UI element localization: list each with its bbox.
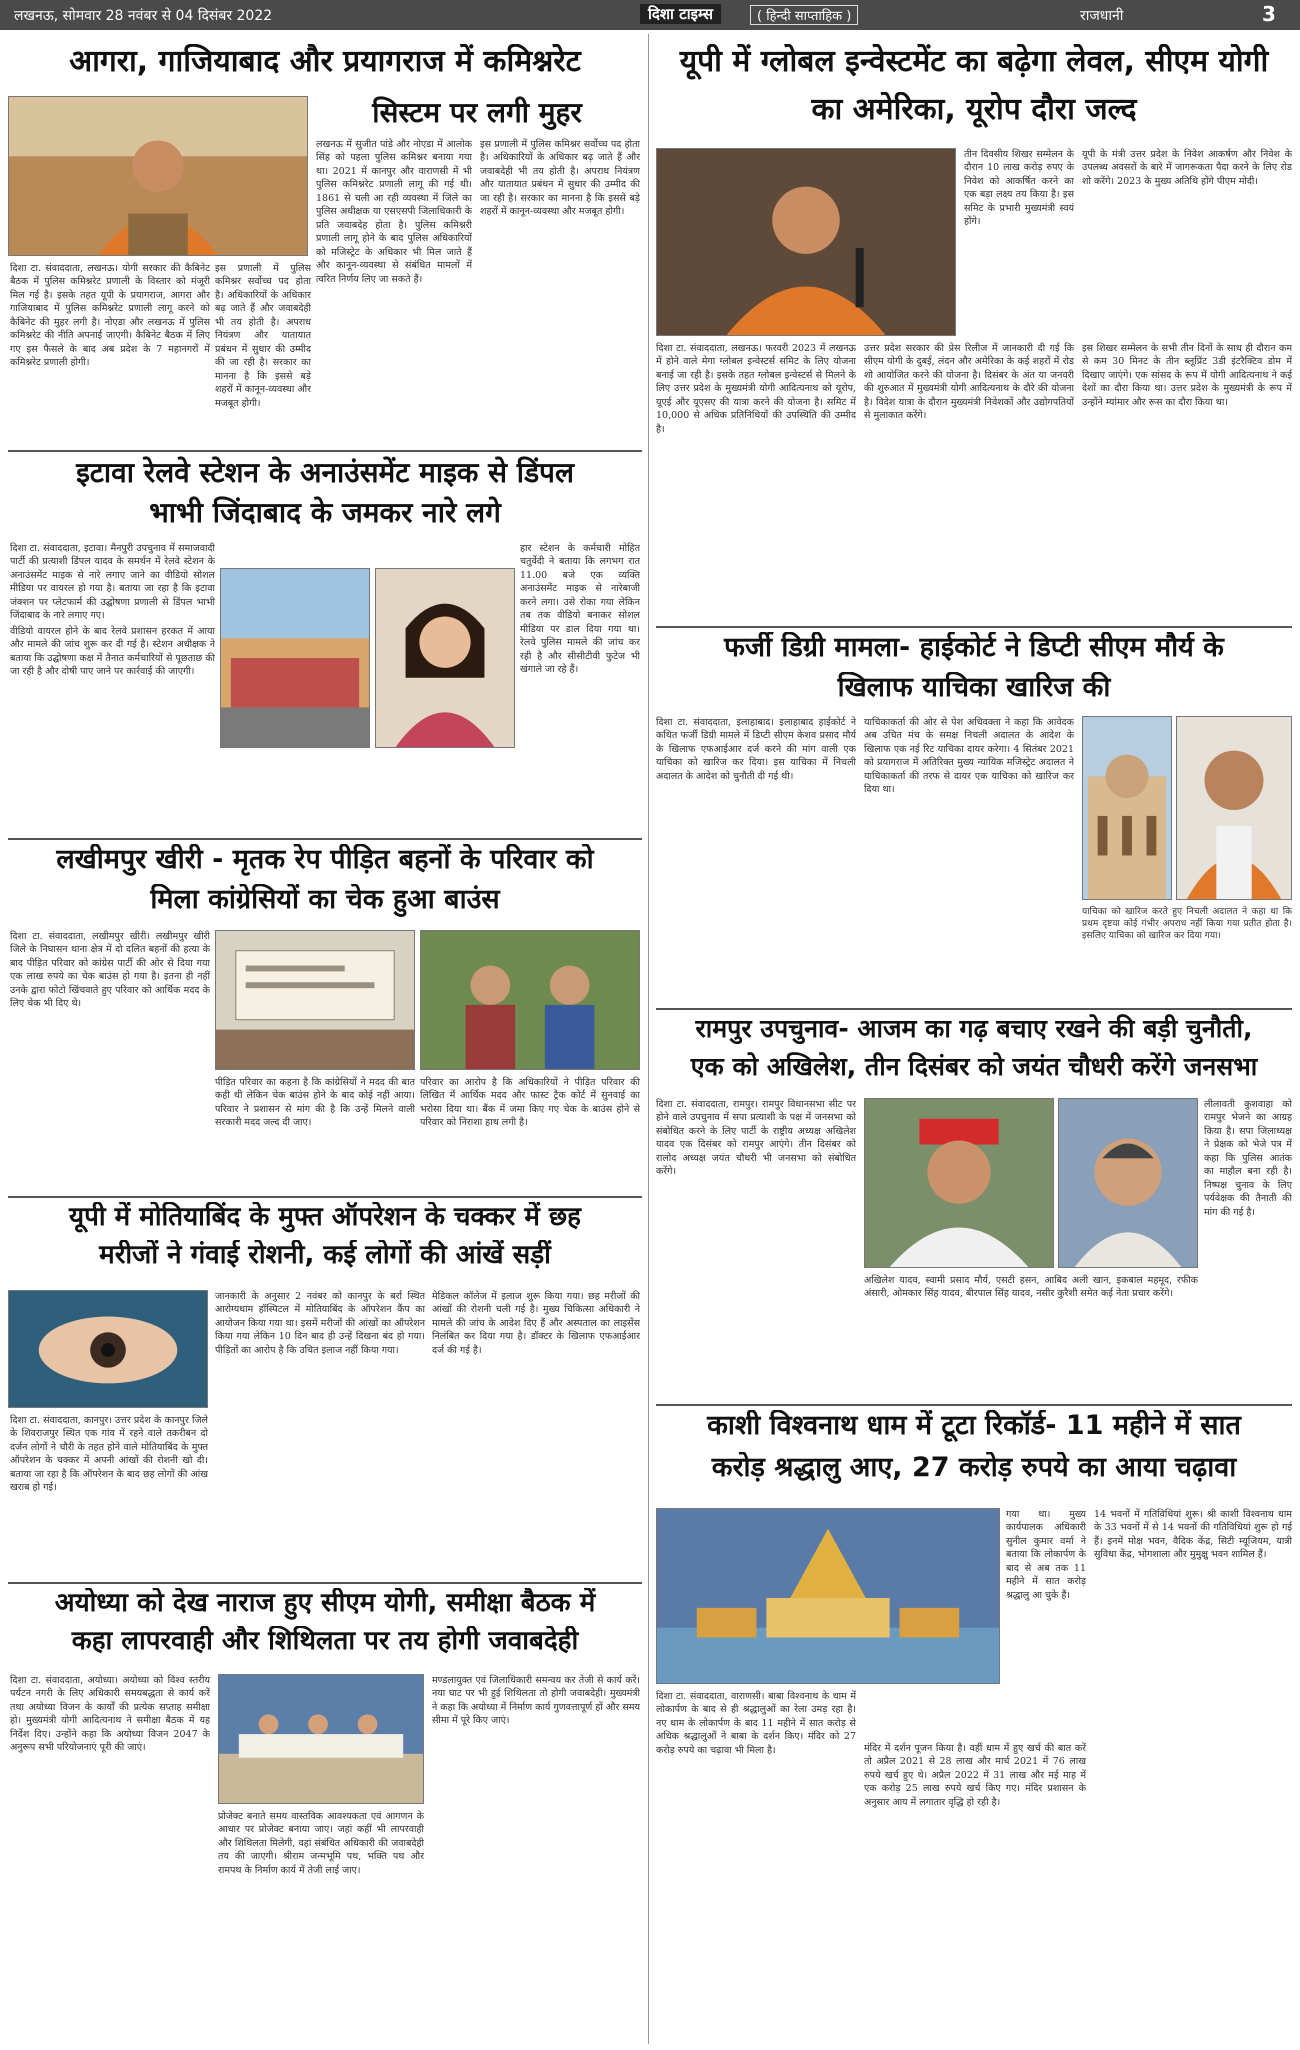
investment-headline-1: यूपी में ग्लोबल इन्वेस्टमेंट का बढ़ेगा लेवल, सीएम योगी [679,44,1269,79]
azam-khan-photo [1058,1098,1198,1268]
rule-4 [8,1582,642,1584]
rampur-p2: अखिलेश यादव, स्वामी प्रसाद मौर्य, एसटी हसन, आबिद अली खान, इकबाल महमूद, रफीक अंसारी, ओमकार सिंह यादव, बीरपाल सिंह यादव, नसीर कुरैशी समेत कई नेता प्रचार करेंगे। [864,1275,1198,1300]
rampur-headline-2: एक को अखिलेश, तीन दिसंबर को जयंत चौधरी करेंगे जनसभा [690,1052,1258,1081]
rampur-body-col1 [656,1098,856,1398]
cataract-headline-2: मरीजों ने गंवाई रोशनी, कई लोगों की आंखें सड़ीं [99,1240,551,1270]
ayodhya-p2: प्रोजेक्ट बनाते समय वास्तविक आवश्यकता एवं आगणन के आधार पर प्रोजेक्ट बनाया जाए। जहां कहीं भी लापरवाही और शिथिलता मिलेगी, वहां संबंधित अधिकारी की जवाबदेही तय की जाएगी। श्रीराम जन्मभूमि पथ, भक्ति पथ और रामपथ के निर्माण कार्य में तेजी लाई जाए। [218,1811,424,1876]
kashi-p1: दिशा टा. संवाददाता, वाराणसी। बाबा विश्वनाथ के धाम में लोकार्पण के बाद से ही श्रद्धालुओं का रेला उमड़ रहा है। नए धाम के लोकार्पण के बाद 11 महीने में सात करोड़ से अधिक श्रद्धालुओं ने बाबा के दर्शन किए। मंदिर को 27 करोड़ रुपये का चढ़ावा भी मिला है। [656,1691,856,1756]
investment-body-col2b [864,342,1074,620]
masthead-section: राजधानी [1080,8,1124,24]
investment-p2: यूपी के मंत्री उत्तर प्रदेश के निवेश आकर्षण और निवेश के उपलब्ध अवसरों के बारे में जागरूकता पैदा करने के लिए रोड शो करेंगे। 2023 के मुख्य अतिथि होंगे पीएम मोदी। [1082,149,1292,187]
fake-degree-caption: याचिका को खारिज करते हुए निचली अदालत ने कहा था कि प्रथम दृष्टया कोई गंभीर अपराध नहीं किया गया प्रतीत होता है। इसलिए याचिका को खारिज कर दिया गया। [1082,907,1292,942]
cataract-p2: जानकारी के अनुसार 2 नवंबर को कानपुर के बर्रा स्थित आरोग्यधाम हॉस्पिटल में मोतियाबिंद के ऑपरेशन कैंप का आयोजन किया गया था। इसमें मरीजों की आंखों का ऑपरेशन किया गया लेकिन 10 दिन बाद ही उन्हें दिखना बंद हो गया। पीड़ितों का आरोप है कि उचित इलाज नहीं किया गया। [215,1291,425,1356]
investment-body-col3b [1082,342,1292,620]
rampur-headline-1: रामपुर उपचुनाव- आजम का गढ़ बचाए रखने की बड़ी चुनौती, [695,1014,1253,1043]
investment-p3: दिशा टा. संवाददाता, लखनऊ। फरवरी 2023 में लखनऊ में होने वाले मेगा ग्लोबल इन्वेस्टर्स समिट के लिए योजना बनाई जा रही है। इसके तहत ग्लोबल इन्वेस्टर्स से मिलने के लिए उत्तर प्रदेश के मुख्यमंत्री योगी आदित्यनाथ को यूरोप, यूएई और यूएसए की यात्रा करने की योजना है। समिट में 10,000 से अधिक प्रतिनिधियों की उपस्थिति की उम्मीद है। [656,343,856,435]
kashi-body-col2 [1006,1508,1086,1738]
masthead-paper-name: दिशा टाइम्स [640,4,721,24]
etawah-body-col1 [10,542,215,832]
page-number: 3 [1262,2,1276,26]
investment-p5: इस शिखर सम्मेलन के सभी तीन दिनों के साथ ही दौरान कम से कम 30 मिनट के तीन ब्लूप्रिंट 3डी इंटरैक्टिव डोम में दिखाए जाएंगे। एक सांसद के रूप में योगी आदित्यनाथ ने कई देशों का दौरा किया था। उत्तर प्रदेश के मुख्यमंत्री के रूप में उन्होंने म्यांमार और रूस का दौरा किया था। [1082,343,1292,408]
investment-p4: उत्तर प्रदेश सरकार की प्रेस रिलीज में जानकारी दी गई कि सीएम योगी के दुबई, लंदन और अमेरिका के कई शहरों में रोड शो आयोजित करने की योजना है। दिसंबर के अंत या जनवरी की शुरुआत में मुख्यमंत्री योगी आदित्यनाथ के दौरे की योजना है। विदेश यात्रा के दौरान मुख्यमंत्री निवेशकों और उद्योगपतियों से मुलाकात करेंगे। [864,343,1074,422]
kashi-headline-1: काशी विश्वनाथ धाम में टूटा रिकॉर्ड- 11 महीने में सात [707,1410,1241,1441]
masthead-bar [0,0,1300,30]
lakhimpur-body-col1 [10,930,210,1190]
cataract-p1: दिशा टा. संवाददाता, कानपुर। उत्तर प्रदेश के कानपुर जिले के शिवराजपुर स्थित एक गांव में रहने वाले तकरीबन दो दर्जन लोगों ने चौरी के तहत होने वाले मोतियाबिंद के मुफ्त ऑपरेशन के चक्कर में अपनी आंखों की रोशनी खो दी। बताया जा रहा है कि ऑपरेशन के बाद छह लोगों की आंख खराब हो गई। [10,1415,208,1494]
rampur-p1: दिशा टा. संवाददाता, रामपुर। रामपुर विधानसभा सीट पर होने वाले उपचुनाव में सपा प्रत्याशी के पक्ष में जनसभा को संबोधित करने के लिए पार्टी के राष्ट्रीय अध्यक्ष अखिलेश यादव एक दिसंबर को रामपुर आएंगे। तीन दिसंबर को रालोद अध्यक्ष जयंत चौधरी भी जनसभा को संबोधित करेंगे। [656,1099,856,1178]
lakhimpur-p1: दिशा टा. संवाददाता, लखीमपुर खीरी। लखीमपुर खीरी जिले के निघासन थाना क्षेत्र में दो दलित बहनों की हत्या के बाद पीड़ित परिवार को कांग्रेस पार्टी की ओर से दिया गया एक लाख रुपये का चेक बाउंस हो गया है। इतना ही नहीं उनके द्वारा फोटो खिंचवाते हुए परिवार को आर्थिक मदद के लिए चेक भी दिए थे। [10,931,210,1010]
cataract-body-col2 [215,1290,425,1576]
etawah-p2: वीडियो वायरल होने के बाद रेलवे प्रशासन हरकत में आया और मामले की जांच शुरू कर दी गई है। स्टेशन अधीक्षक ने बताया कि उद्घोषणा कक्ष में तैनात कर्मचारियों से पूछताछ की जा रही है और दोषी पाए जाने पर कार्रवाई की जाएगी। [10,625,215,678]
etawah-p1: दिशा टा. संवाददाता, इटावा। मैनपुरी उपचुनाव में समाजवादी पार्टी की प्रत्याशी डिंपल यादव के समर्थन में रेलवे स्टेशन के अनाउंसमेंट माइक से नारे लगाए जाने का वीडियो सोशल मीडिया पर वायरल हो गया है। बताया जा रहा है कि इटावा जंक्शन पर प्लेटफार्म की उद्घोषणा प्रणाली से डिंपल भाभी जिंदाबाद के नारे लगाए गए। [10,543,215,622]
kashi-vishwanath-photo [656,1508,1000,1684]
etawah-body-col3 [520,542,640,832]
rampur-body-col2 [864,1274,1198,1398]
fake-degree-p1: दिशा टा. संवाददाता, इलाहाबाद। इलाहाबाद हाईकोर्ट ने कथित फर्जी डिग्री मामले में डिप्टी सीएम केशव प्रसाद मौर्य के खिलाफ एफआईआर दर्ज करने की मांग वाली एक याचिका को खारिज कर दिया। इस याचिका में निचली अदालत के आदेश को चुनौती दी गई थी। [656,717,856,782]
commissionerate-p1-cont: इस प्रणाली में पुलिस कमिश्नर सर्वोच्च पद होता है। अधिकारियों के अधिकार बढ़ जाते हैं और जवाबदेही भी तय होती है। अपराध नियंत्रण और यातायात प्रबंधन में सुधार की उम्मीद की जा रही है। सरकार का मानना है कि इससे बड़े शहरों में कानून-व्यवस्था और मजबूत होगी। [215,263,311,409]
cataract-p3: मेडिकल कॉलेज में इलाज शुरू किया गया। छह मरीजों की आंखों की रोशनी चली गई है। मुख्य चिकित्सा अधिकारी ने मामले की जांच के आदेश दिए हैं और अस्पताल का लाइसेंस निलंबित कर दिया गया है। डॉक्टर के खिलाफ एफआईआर दर्ज की गई है। [432,1291,640,1356]
investment-body-col1 [656,342,856,620]
cataract-headline-1: यूपी में मोतियाबिंद के मुफ्त ऑपरेशन के चक्कर में छह [69,1202,581,1232]
commissionerate-p2: लखनऊ में सुजीत पांडे और नोएडा में आलोक सिंह को पहला पुलिस कमिश्नर बनाया गया था। 2021 में कानपुर और वाराणसी में भी पुलिस कमिश्नरेट प्रणाली लागू की गई थी। 1861 से चली आ रही व्यवस्था में जिले का पुलिस अधीक्षक या एसएसपी जिलाधिकारी के प्रति जवाबदेह होता है। पुलिस कमिश्नरी प्रणाली लागू होने के बाद पुलिस अधिकारियों को मजिस्ट्रेट के अधिकार भी मिल जाते हैं और कानून-व्यवस्था से संबंधित मामलों में त्वरित निर्णय लिए जा सकते हैं। [316,139,472,285]
etawah-station-photo [220,568,370,748]
commissionerate-headline-1: आगरा, गाजियाबाद और प्रयागराज में कमिश्नरेट [69,44,581,79]
investment-headline-2: का अमेरिका, यूरोप दौरा जल्द [811,92,1137,127]
cataract-body-col1 [10,1414,208,1576]
lakhimpur-headline-1: लखीमपुर खीरी - मृतक रेप पीड़ित बहनों के परिवार को [56,844,594,875]
fake-degree-headline-1: फर्जी डिग्री मामला- हाईकोर्ट ने डिप्टी सीएम मौर्य के [724,632,1224,663]
kashi-p2: मंदिर में दर्शन पूजन किया है। वहीं धाम में हुए खर्च की बात करें तो अप्रैल 2021 से 28 लाख और मार्च 2021 में 76 लाख रुपये खर्च हुए थे। अप्रैल 2022 में 31 लाख और मई माह में एक करोड़ 25 लाख रुपये खर्च किए गए। मंदिर प्रशासन के अनुसार आय में लगातार वृद्धि हो रही है। [864,1743,1086,1808]
ayodhya-p3: मण्डलायुक्त एवं जिलाधिकारी समन्वय कर तेजी से कार्य करें। नया घाट पर भी हुई शिथिलता तो होगी जवाबदेही। मुख्यमंत्री ने कहा कि अयोध्या में निर्माण कार्य गुणवत्तापूर्ण हों और समय सीमा में पूरे किए जाएं। [432,1675,640,1727]
kashi-body-col1b [864,1742,1086,2044]
commissionerate-body-col1b [215,262,311,442]
investment-body-col3 [1082,148,1292,336]
ayodhya-headline-2: कहा लापरवाही और शिथिलता पर तय होगी जवाबदेही [71,1626,579,1656]
lakhimpur-family-photo [420,930,640,1070]
etawah-headline-2: भाभी जिंदाबाद के जमकर नारे लगे [149,496,501,529]
commissionerate-p3: इस प्रणाली में पुलिस कमिश्नर सर्वोच्च पद होता है। अधिकारियों के अधिकार बढ़ जाते हैं और जवाबदेही भी तय होती है। अपराध नियंत्रण और यातायात प्रबंधन में सुधार की उम्मीद की जा रही है। सरकार का मानना है कि इससे बड़े शहरों में कानून-व्यवस्था और मजबूत होगी। [480,139,640,218]
rule-1 [8,450,642,452]
rule-5 [656,626,1292,628]
akhilesh-photo [864,1098,1054,1268]
rule-2 [8,838,642,840]
dimple-yadav-photo [375,568,515,748]
yogi-investment-photo [656,148,956,336]
lakhimpur-p2: परिवार का आरोप है कि अधिकारियों ने पीड़ित परिवार की लिखित में आर्थिक मदद और फास्ट ट्रैक कोर्ट में सुनवाई का भरोसा दिया था। बैंक में जमा किए गए चेक के बाउंस होने से परिवार को निराशा हाथ लगी है। [420,1077,640,1129]
lakhimpur-body-col3 [420,1076,640,1190]
kashi-headline-2: करोड़ श्रद्धालु आए, 27 करोड़ रुपये का आया चढ़ावा [711,1452,1237,1483]
etawah-p3: हार स्टेशन के कर्मचारी मोहित चतुर्वेदी ने बताया कि लगभग रात 11.00 बजे एक व्यक्ति अनाउंसमेंट माइक से नारेबाजी करने लगा। उसे रोका गया लेकिन तब तक वीडियो बनाकर सोशल मीडिया पर डाल दिया गया था। रेलवे पुलिस मामले की जांच कर रही है और सीसीटीवी फुटेज भी खंगाले जा रहे हैं। [520,543,640,676]
lakhimpur-headline-2: मिला कांग्रेसियों का चेक हुआ बाउंस [150,884,500,915]
commissionerate-body-col1 [10,262,210,442]
kashi-body-col1 [656,1690,856,2044]
fake-degree-body-col2 [864,716,1074,1002]
lakhimpur-body-col2 [215,1076,415,1190]
rampur-body-col3 [1204,1098,1292,1398]
ayodhya-meeting-photo [218,1674,424,1804]
ayodhya-p1: दिशा टा. संवाददाता, अयोध्या। अयोध्या को विश्व स्तरीय पर्यटन नगरी के लिए अधिकारी समयबद्धता से कार्य करें तथा अयोध्या विजन के कार्यों की प्रत्येक सप्ताह समीक्षा हो। मुख्यमंत्री योगी आदित्यनाथ ने समीक्षा बैठक में यह निर्देश दिए। उन्होंने कहा कि अयोध्या विजन 2047 के अनुरूप सभी परियोजनाएं पूरी की जाएं। [10,1675,210,1754]
commissionerate-headline-2: सिस्टम पर लगी मुहर [372,96,582,129]
investment-p1: तीन दिवसीय शिखर सम्मेलन के दौरान 10 लाख करोड़ रुपए के निवेश को आकर्षित करने का एक बड़ा लक्ष्य तय किया है। इस समिट के प्रभारी मुख्यमंत्री स्वयं होंगे। [964,149,1074,228]
masthead-dateline: लखनऊ, सोमवार 28 नवंबर से 04 दिसंबर 2022 [14,8,273,24]
rule-7 [656,1404,1292,1406]
kashi-body-col3 [1094,1508,1292,2044]
ayodhya-body-col3 [432,1674,640,2044]
ayodhya-body-col1 [10,1674,210,2044]
etawah-headline-1: इटावा रेलवे स्टेशन के अनाउंसमेंट माइक से डिंपल [76,456,574,489]
kashi-p3: 14 भवनों में गतिविधियां शुरू। श्री काशी विश्वनाथ धाम के 33 भवनों में से 14 भवनों की गतिविधियां शुरू हो गई हैं। इनमें मोक्ष भवन, वैदिक केंद्र, सिटी म्यूजियम, यात्री सुविधा केंद्र, भोगशाला और मुमुक्षु भवन शामिल हैं। [1094,1509,1292,1561]
investment-body-col2 [964,148,1074,336]
kashi-side: गया था। मुख्य कार्यपालक अधिकारी सुनील कुमार वर्मा ने बताया कि लोकार्पण के बाद से अब तक 11 महीने में सात करोड़ श्रद्धालु आ चुके हैं। [1006,1509,1086,1601]
masthead-weekly-label: ( हिन्दी साप्ताहिक ) [750,5,858,25]
ayodhya-body-col2 [218,1810,424,2044]
fake-degree-p2: याचिकाकर्ता की ओर से पेश अधिवक्ता ने कहा कि आवेदक अब उचित मंच के समक्ष निचली अदालत के आदेश के खिलाफ एक नई रिट याचिका दायर करेगा। 4 सितंबर 2021 को प्रयागराज में अतिरिक्त मुख्य न्यायिक मजिस्ट्रेट अदालत ने याचिकाकर्ता की तरफ से दायर एक याचिका को खारिज कर दिया था। [864,717,1074,796]
commissionerate-body-col3 [480,138,640,442]
high-court-photo [1082,716,1172,900]
fake-degree-headline-2: खिलाफ याचिका खारिज की [837,672,1111,703]
commissionerate-body-col2 [316,138,472,442]
eye-surgery-photo [8,1290,208,1408]
lakhimpur-p3: पीड़ित परिवार का कहना है कि कांग्रेसियों ने मदद की बात कही थी लेकिन चेक बाउंस होने के बाद कोई नहीं आया। परिवार ने प्रशासन से मांग की है कि उन्हें मिलने वाली सरकारी मदद जल्द दी जाए। [215,1077,415,1129]
rule-3 [8,1196,642,1198]
keshav-maurya-photo [1176,716,1292,900]
rampur-p3: लीलावती कुशवाहा को रामपुर भेजने का आग्रह किया है। सपा जिलाध्यक्ष ने प्रेक्षक को भेजे पत्र में कहा कि पुलिस आतंक का माहौल बना रही है। निष्पक्ष चुनाव के लिए पर्यवेक्षक की तैनाती की मांग की गई है। [1204,1099,1292,1218]
column-divider [648,34,649,2044]
commissionerate-p1: दिशा टा. संवाददाता, लखनऊ। योगी सरकार की कैबिनेट बैठक में पुलिस कमिश्नरेट प्रणाली के विस्तार को मंजूरी मिल गई है। इसके तहत यूपी के प्रयागराज, आगरा और गाजियाबाद में पुलिस कमिश्नरेट प्रणाली लागू करने को कैबिनेट की मुहर लगी है। नोएडा और लखनऊ में पुलिस कमिश्नरेट की नीति अपनाई जाएगी। कैबिनेट बैठक में लिए गए इस फैसले के बाद अब प्रदेश के 7 महानगरों में कमिश्नरेट प्रणाली होगी। [10,263,210,369]
rule-6 [656,1008,1292,1010]
cataract-body-col3 [432,1290,640,1576]
yogi-meeting-photo [8,96,308,256]
ayodhya-headline-1: अयोध्या को देख नाराज हुए सीएम योगी, समीक्षा बैठक में [54,1588,596,1618]
lakhimpur-cheque-photo [215,930,415,1070]
fake-degree-body-col1 [656,716,856,1002]
